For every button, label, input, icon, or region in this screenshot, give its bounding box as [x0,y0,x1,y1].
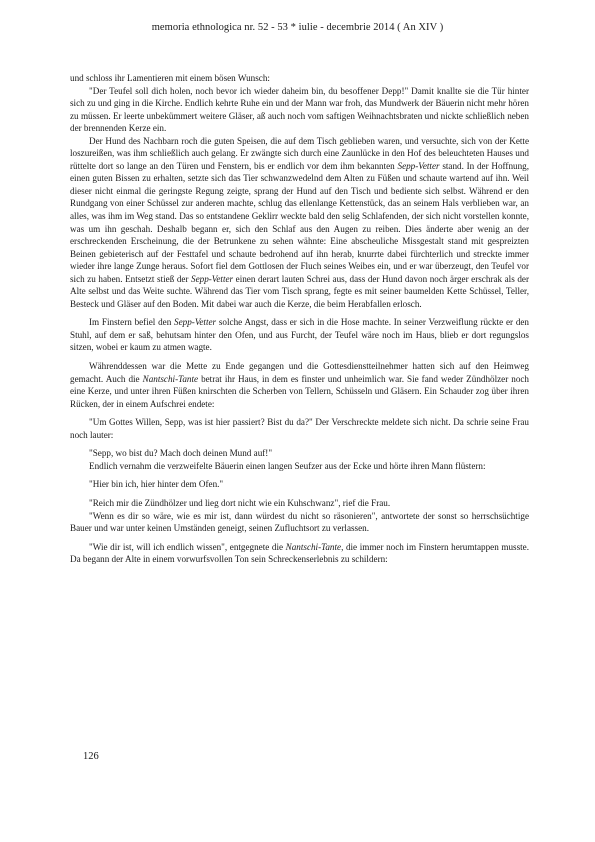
text-run: Der Hund des Nachbarn roch die guten Speisen, die auf dem Tisch geblieben waren, und versuchte, sich von der Kette loszureißen, was ihm schließlich auch gelang. Er zwängte sich durch eine Zaunlücke in den Hof des beleuchteten Hauses und rüttelte dort so lange an den Türen und Fenstern, bis er endlich vor dem ihm bekannten [70,135,529,171]
paragraph [70,447,529,460]
paragraph [70,85,529,135]
text-run: "Der Teufel soll dich holen, noch bevor ich wieder daheim bin, du besoffener Depp!" Damit knallte sie die Tür hinter sich zu und ging in die Kirche. Endlich kehrte Ruhe ein und der Mann war froh, das Mundwerk der Bäuerin nicht mehr hören zu müssen. Er leerte unbekümmert weitere Gläser, aß auch noch vom saftigen Weihnachtsbraten und nickte schließlich neben der brennenden Kerze ein. [70,85,529,134]
paragraph [70,541,529,566]
paragraph [70,135,529,311]
paragraph [70,72,529,85]
italic-name: Sepp-Vetter [191,273,234,284]
paragraph [70,360,529,410]
paragraph [70,316,529,354]
body-text [70,72,529,566]
paragraph [70,497,529,510]
text-run: stand. In der Hoffnung, einen guten Bissen zu erhalten, setzte sich das Tier schwanzwedelnd dem Alten zu Füßen und schaute wartend auf ihn. Weil dieser nicht einmal die geringste Regung zeigte, sprang der Hund auf den Tisch und bediente sich selbst. Während er den Rundgang von einer Schüssel zur anderen machte, schlug das ellenlange Kettenstück, das an seinem Hals verblieben war, an alles, was ihm im Weg stand. Das so entstandene Geklirr weckte bald den selig Schlafenden, der sich nicht vorstellen konnte, was um ihn geschah. Deshalb begann er, sich den Schlaf aus den Augen zu reiben. Dies änderte aber wenig an der erschreckenden Erscheinung, die der Betrunkene zu sehen wähnte: Eine abscheuliche Missgestalt stand mit gespreizten Beinen gebieterisch auf der Festtafel und schaute bedrohend auf ihn herab, knurrte dabei fürchterlich und streckte immer wieder ihre lange Zunge heraus. Sofort fiel dem Gottlosen der Fluch seines Weibes ein, und er war überzeugt, den Teufel vor sich zu haben. Entsetzt stieß der [70,160,529,284]
text-run: einen derart lauten Schrei aus, dass der Hund davon noch ärger erschrak als der Alte selbst und das Weite suchte. Während das Tier vom Tisch sprang, fegte es mit seiner baumelden Kette Schüssel, Teller, Besteck und Gläser auf den Boden. Mit dabei war auch die Kerze, die beim Herabfallen erlosch. [70,273,529,309]
italic-name: Sepp-Vetter [397,160,440,171]
italic-name: Nantschi-Tante [285,541,342,552]
text-run: Währenddessen war die Mette zu Ende gegangen und die Gottesdienstteilnehmer hatten sich auf den Heimweg gemacht. Auch die [70,361,529,384]
text-run: solche Angst, dass er sich in die Hose machte. In seiner Verzweiflung rückte er den Stuhl, auf dem er saß, behutsam hinter den Ofen, und aus Furcht, der Teufel wäre noch im Haus, blieb er dort regungslos sitzen, wobei er kaum zu atmen wagte. [70,317,529,353]
text-run: betrat ihr Haus, in dem es finster und unheimlich war. Sie fand weder Zündhölzer noch eine Kerze, und unter ihren Füßen knirschten die Scherben von Tellern, Schüsseln und Gläsern. Ein Schauder zog über ihren Rücken, der in einem Aufschrei endete: [70,373,529,409]
text-run: "Hier bin ich, hier hinter dem Ofen." [89,479,224,490]
italic-name: Nantschi-Tante [142,373,199,384]
text-run: Endlich vernahm die verzweifelte Bäuerin einen langen Seufzer aus der Ecke und hörte ihren Mann flüstern: [89,460,486,471]
page-number: 126 [83,751,99,762]
running-header: memoria ethnologica nr. 52 - 53 * iulie - decembrie 2014 ( An XIV ) [151,22,444,33]
text-run: "Wenn es dir so wäre, wie es mir ist, dann würdest du nicht so räsonieren", antwortete der sonst so herrschsüchtige Bauer und war unter keinen Umständen geneigt, seinen Zufluchtsort zu verlassen. [70,510,529,534]
text-run: "Wie dir ist, will ich endlich wissen", entgegnete die [89,541,286,552]
text-run: und schloss ihr Lamentieren mit einem bösen Wunsch: [70,73,270,83]
text-run: "Sepp, wo bist du? Mach doch deinen Mund auf!" [89,448,273,459]
text-run: "Reich mir die Zündhölzer und lieg dort nicht wie ein Kuhschwanz", rief die Frau. [89,497,391,508]
text-run: , die immer noch im Finstern herumtappen musste. Da begann der Alte in einem vorwurfsvollen Ton sein Schreckenserlebnis zu schildern: [70,541,530,565]
paragraph [70,510,529,535]
text-run: Im Finstern befiel den [89,317,175,328]
paragraph [70,478,529,491]
italic-name: Sepp-Vetter [174,317,217,328]
paragraph [70,416,529,441]
paragraph [70,460,529,473]
text-run: "Um Gottes Willen, Sepp, was ist hier passiert? Bist du da?" Der Verschreckte meldete sich nicht. Da schrie seine Frau noch lauter: [70,417,529,440]
